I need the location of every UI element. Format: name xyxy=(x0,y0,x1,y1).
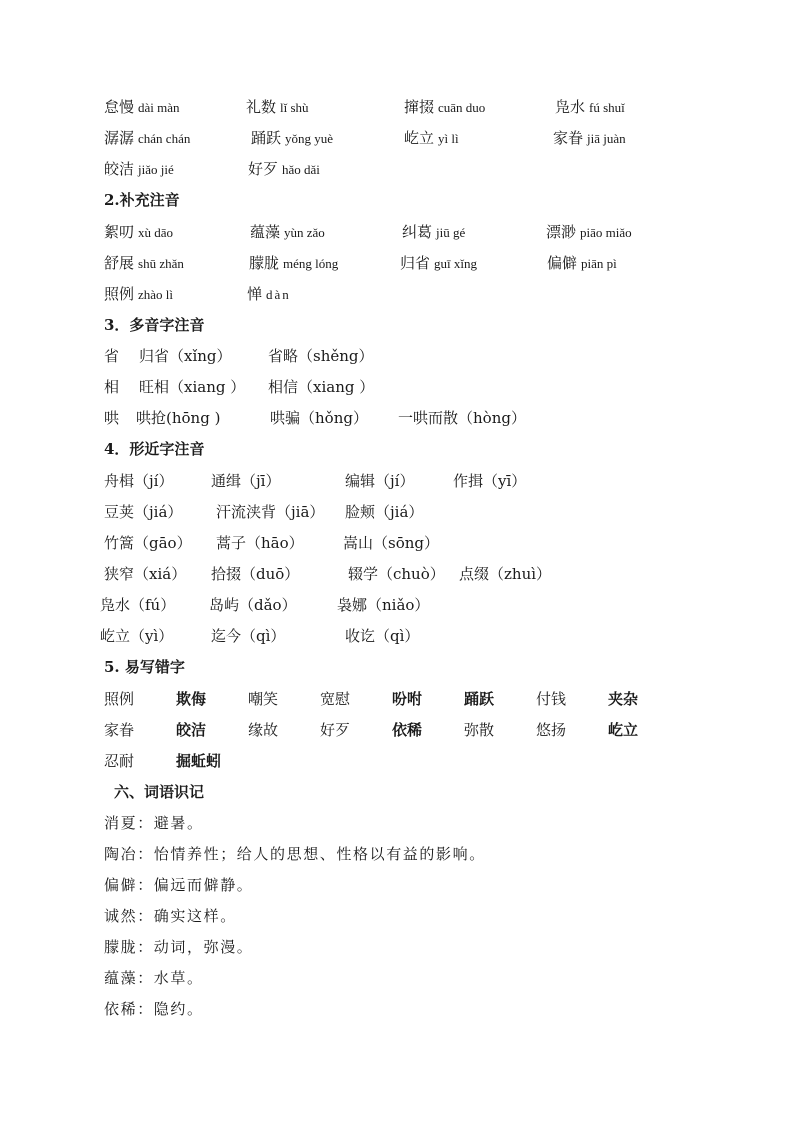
word-entry: 掘蚯蚓 xyxy=(176,752,222,770)
word-entry: 竹篙（gāo） xyxy=(104,534,192,552)
pinyin-row-1 xyxy=(0,92,794,122)
word-entry: 悠扬 xyxy=(536,721,567,739)
word-entry: 缘故 xyxy=(248,721,279,739)
word-entry: 辍学（chuò） xyxy=(348,565,445,583)
word-entry: 迄今（qì） xyxy=(211,627,286,645)
word-entry: 蒿子（hāo） xyxy=(216,534,304,552)
word-entry: 袅娜（niǎo） xyxy=(337,596,430,614)
pinyin-row-2 xyxy=(0,123,794,153)
word-entry: 作揖（yī） xyxy=(453,472,527,490)
section-heading: 六、词语识记 xyxy=(114,783,205,801)
typo-row xyxy=(0,684,794,714)
word-entry: 岛屿（dǎo） xyxy=(209,596,297,614)
similar-char-row xyxy=(0,590,794,620)
pinyin-row-3 xyxy=(0,154,794,184)
polyphone-row xyxy=(0,372,794,402)
polyphone-char: 省 xyxy=(104,347,120,365)
word-entry: 屹立 yì lì xyxy=(404,129,459,147)
word-entry: 归省（xǐng） xyxy=(139,347,232,365)
definition-line: 依稀：隐约。 xyxy=(104,1000,204,1018)
similar-char-row xyxy=(0,528,794,558)
polyphone-row xyxy=(0,403,794,433)
word-entry: 朦胧 méng lóng xyxy=(249,254,339,272)
definition-line: 朦胧：动词，弥漫。 xyxy=(104,938,254,956)
similar-char-row xyxy=(0,559,794,589)
word-entry: 舟楫（jí） xyxy=(104,472,174,490)
word-entry: 哄骗（hǒng） xyxy=(270,409,368,427)
word-entry: 汗流浃背（jiā） xyxy=(216,503,325,521)
definition-line: 消夏：避暑。 xyxy=(104,814,204,832)
similar-char-row xyxy=(0,621,794,651)
word-entry: 付钱 xyxy=(536,690,567,708)
word-entry: 撺掇 cuān duo xyxy=(404,98,486,116)
word-entry: 照例 zhào lì xyxy=(104,285,174,303)
word-entry: 漂渺 piāo miǎo xyxy=(546,223,632,241)
word-entry: 欺侮 xyxy=(176,690,207,708)
definition-line: 陶冶：怡情养性；给人的思想、性格以有益的影响。 xyxy=(104,845,486,863)
word-entry: 照例 xyxy=(104,690,135,708)
word-entry: 旺相（xiang ） xyxy=(139,378,246,396)
word-entry: 编辑（jí） xyxy=(345,472,415,490)
word-entry: 纠葛 jiū gé xyxy=(402,223,466,241)
section-heading: 4．形近字注音 xyxy=(104,440,205,458)
word-entry: 收讫（qì） xyxy=(345,627,420,645)
word-entry: 点缀（zhuì） xyxy=(459,565,552,583)
word-entry: 怠慢 dài màn xyxy=(104,98,180,116)
section-heading: 5. 易写错字 xyxy=(104,658,185,676)
word-entry: 踊跃 yǒng yuè xyxy=(251,129,334,147)
word-entry: 依稀 xyxy=(392,721,423,739)
word-entry: 好歹 xyxy=(320,721,351,739)
word-entry: 礼数 lǐ shù xyxy=(246,98,309,116)
word-entry: 凫水 fú shuǐ xyxy=(555,98,625,116)
word-entry: 家眷 xyxy=(104,721,135,739)
word-entry: 弥散 xyxy=(464,721,495,739)
pinyin-row-6 xyxy=(0,279,794,309)
similar-char-row xyxy=(0,466,794,496)
word-entry: 舒展 shū zhǎn xyxy=(104,254,184,272)
polyphone-row xyxy=(0,341,794,371)
word-entry: 狭窄（xiá） xyxy=(104,565,187,583)
word-entry: 嵩山（sōng） xyxy=(343,534,439,552)
word-entry: 家眷 jiā juàn xyxy=(553,129,626,147)
word-entry: 哄抢(hōng ) xyxy=(136,409,221,427)
pinyin-row-4 xyxy=(0,217,794,247)
polyphone-char: 哄 xyxy=(104,409,120,427)
word-entry: 一哄而散（hòng） xyxy=(398,409,526,427)
word-entry: 省略（shěng） xyxy=(268,347,374,365)
section-heading: 2.补充注音 xyxy=(104,191,180,209)
word-entry: 蕴藻 yùn zǎo xyxy=(250,223,325,241)
word-entry: 通缉（jī） xyxy=(211,472,281,490)
word-entry: 相信（xiang ） xyxy=(268,378,375,396)
word-entry: 屹立 xyxy=(608,721,639,739)
polyphone-char: 相 xyxy=(104,378,120,396)
word-entry: 皎洁 jiǎo jié xyxy=(104,160,174,178)
typo-row xyxy=(0,715,794,745)
pinyin-row-5 xyxy=(0,248,794,278)
definition-line: 蕴藻：水草。 xyxy=(104,969,204,987)
section-heading: 3．多音字注音 xyxy=(104,316,205,334)
word-entry: 归省 guī xǐng xyxy=(400,254,477,272)
word-entry: 皎洁 xyxy=(176,721,207,739)
word-entry: 忍耐 xyxy=(104,752,135,770)
definition-line: 偏僻：偏远而僻静。 xyxy=(104,876,254,894)
word-entry: 凫水（fú） xyxy=(100,596,176,614)
word-entry: 吩咐 xyxy=(392,690,423,708)
word-entry: 拾掇（duō） xyxy=(211,565,300,583)
word-entry: 偏僻 piān pì xyxy=(547,254,617,272)
word-entry: 脸颊（jiá） xyxy=(345,503,424,521)
word-entry: 踊跃 xyxy=(464,690,495,708)
word-entry: 絮叨 xù dāo xyxy=(104,223,174,241)
word-entry: 嘲笑 xyxy=(248,690,279,708)
typo-row xyxy=(0,746,794,776)
word-entry: 惮 dàn xyxy=(247,285,291,303)
word-entry: 好歹 hǎo dǎi xyxy=(248,160,320,178)
definition-line: 诚然：确实这样。 xyxy=(104,907,237,925)
word-entry: 宽慰 xyxy=(320,690,351,708)
word-entry: 夹杂 xyxy=(608,690,639,708)
word-entry: 潺潺 chán chán xyxy=(104,129,191,147)
word-entry: 屹立（yì） xyxy=(100,627,174,645)
similar-char-row xyxy=(0,497,794,527)
word-entry: 豆荚（jiá） xyxy=(104,503,183,521)
